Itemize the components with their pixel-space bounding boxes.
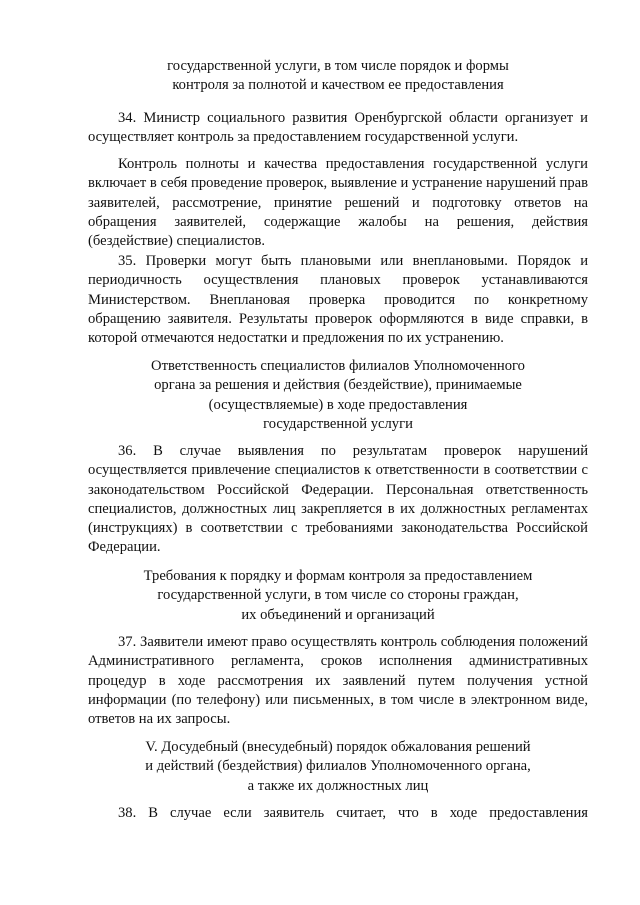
heading-line: Требования к порядку и формам контроля за предоставлением [143, 568, 533, 584]
heading-line: их объединений и организаций [241, 606, 435, 623]
heading-line: Ответственность специалистов филиалов Уполномоченного [151, 358, 525, 374]
paragraph-34: 34. Министр социального развития Оренбургской области организует и осуществляет контроль за предоставлением государственной услуги. [88, 110, 588, 146]
heading-line: государственной услуги [263, 415, 413, 432]
heading-line: контроля за полнотой и качеством ее предоставления [172, 77, 504, 94]
paragraph-35: 35. Проверки могут быть плановыми или внеплановыми. Порядок и периодичность осуществления плановых проверок устанавливаются Министерством. Внеплановая проверка проводится по конкретному обращению заявителя. Результаты проверок оформляются в виде справки, в которой отмечаются недостатки и предложения по их устранению. [88, 253, 588, 347]
heading-responsibility [88, 357, 588, 434]
heading-line: органа за решения и действия (бездействие), принимаемые [154, 377, 522, 394]
heading-section-5 [88, 738, 588, 796]
paragraph-36: 36. В случае выявления по результатам проверок нарушений осуществляется привлечение специалистов к ответственности в соответствии с законодательством Российской Федерации. Персональная ответственность специалистов, должностных лиц закрепляется в их должностных регламентах (инструкциях) в соответствии с требованиями законодательства Российской Федерации. [88, 443, 588, 556]
heading-line: государственной услуги, в том числе со стороны граждан, [157, 587, 519, 604]
heading-line: государственной услуги, в том числе порядок и формы [167, 58, 509, 74]
heading-line: (осуществляемые) в ходе предоставления [208, 396, 468, 413]
heading-line: V. Досудебный (внесудебный) порядок обжалования решений [145, 739, 531, 755]
paragraph-control-scope: Контроль полноты и качества предоставления государственной услуги включает в себя проведение проверок, выявление и устранение нарушений прав заявителей, рассмотрение, принятие решений и подготовку ответов на обращения заявителей, содержащие жалобы на решения, действия (бездействие) специалистов. [88, 156, 588, 250]
paragraph-37: 37. Заявители имеют право осуществлять контроль соблюдения положений Административного регламента, сроков исполнения административных процедур в ходе рассмотрения их заявлений путем получения устной информации (по телефону) или письменных, в том числе в электронном виде, ответов на их запросы. [88, 634, 588, 728]
paragraph-38: 38. В случае если заявитель считает, что в ходе предоставления [118, 805, 588, 821]
heading-line: и действий (бездействия) филиалов Уполномоченного органа, [145, 758, 531, 775]
heading-control-continuation [88, 57, 588, 96]
heading-line: а также их должностных лиц [247, 777, 429, 794]
heading-requirements [88, 567, 588, 625]
